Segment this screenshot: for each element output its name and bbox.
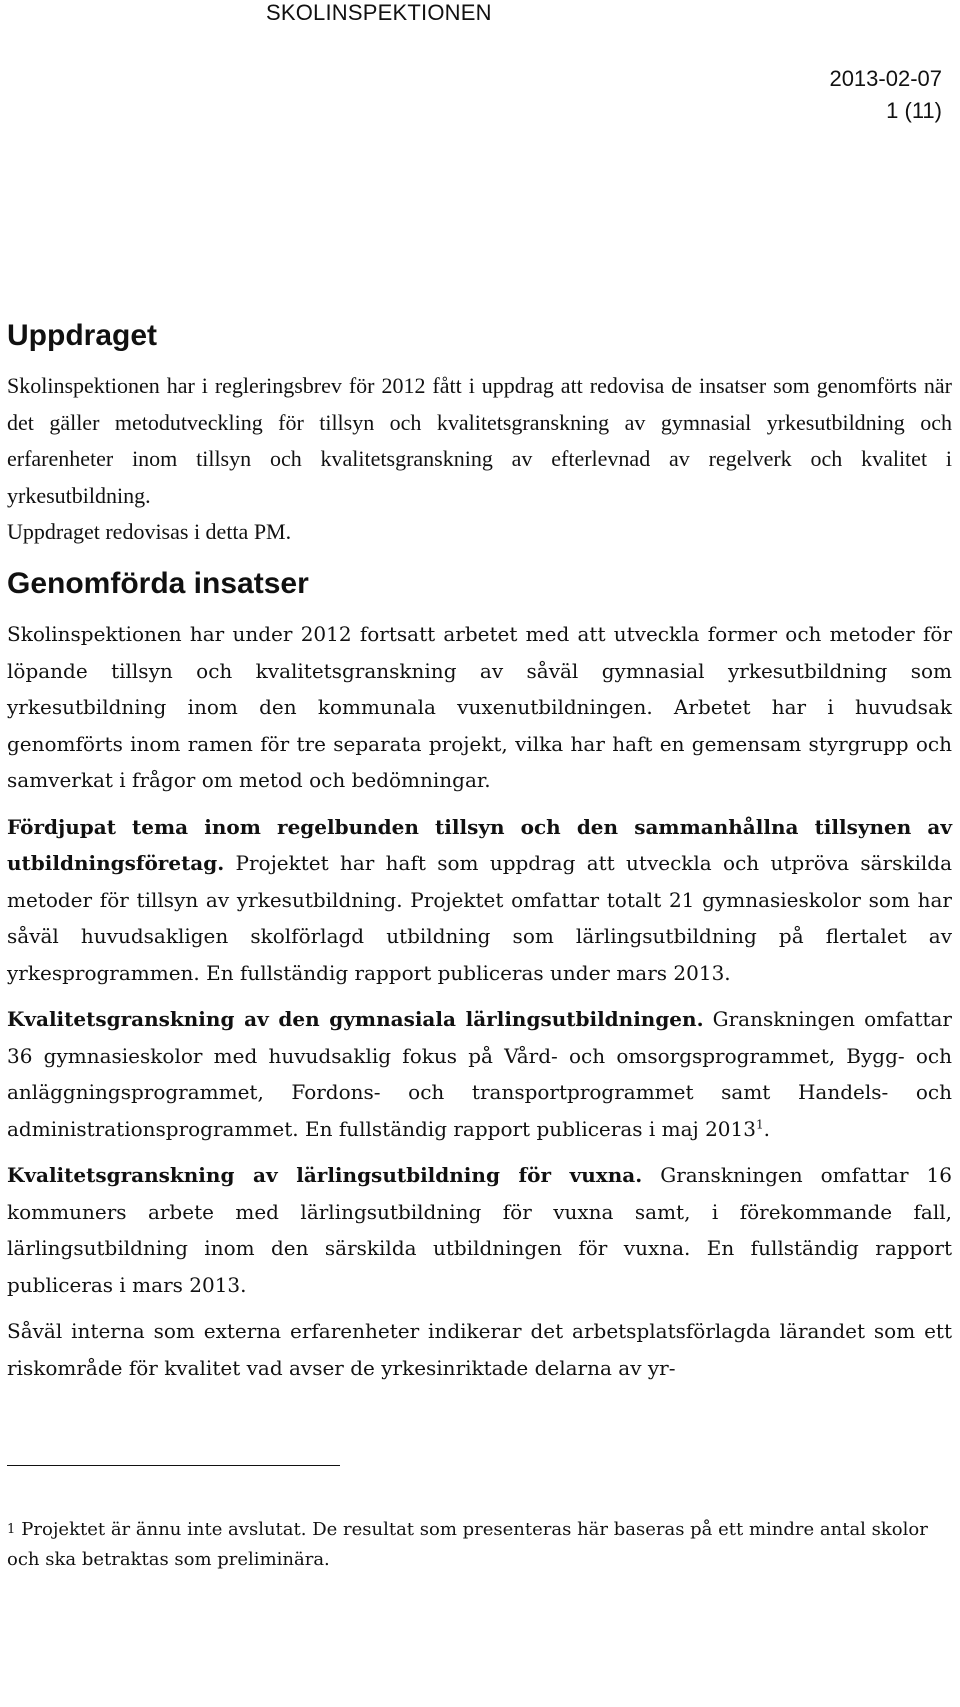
section-genomforda-insatser [7, 566, 952, 1386]
agency-name: SKOLINSPEKTIONEN [266, 0, 492, 25]
footnote-reference: 1 [755, 1116, 764, 1131]
project-2-text-end: . [763, 1116, 770, 1141]
project-3-title: Kvalitetsgranskning av lärlingsutbildning för vuxna. [7, 1163, 643, 1187]
section-heading-genomforda: Genomförda insatser [7, 567, 309, 600]
paragraph-uppdraget: Skolinspektionen har i regleringsbrev för 2012 fått i uppdrag att redovisa de insatser som genomförts när det gäller metodutveckling för tillsyn och kvalitetsgranskning av gymnasial yrkesutbildning och erfarenheter inom tillsyn och kvalitetsgranskning av efterlevnad av regelverk och kvalitet i yrkesutbildning. [7, 373, 952, 508]
paragraph-intro: Skolinspektionen har under 2012 fortsatt arbetet med att utveckla former och metoder för löpande tillsyn och kvalitetsgranskning av såväl gymnasial yrkesutbildning som yrkesutbildning inom den kommunala vuxenutbildningen. Arbetet har i huvudsak genomförts inom ramen för tre separata projekt, vilka har haft en gemensam styrgrupp och samverkat i frågor om metod och bedömningar. [7, 622, 952, 792]
project-3-text: Granskningen omfattar 16 kommuners arbete med lärlingsutbildning för vuxna samt, i förekommande fall, lärlingsutbildning inom den särskilda utbildningen för vuxna. En fullständig rapport publiceras i mars 2013. [7, 1163, 952, 1297]
document-date: 2013-02-07 [829, 66, 942, 91]
paragraph-uppdraget-2: Uppdraget redovisas i detta PM. [7, 519, 292, 544]
page-number: 1 (11) [886, 98, 942, 123]
project-2-title: Kvalitetsgranskning av den gymnasiala lärlingsutbildningen. [7, 1007, 704, 1031]
project-1-title: Fördjupat tema inom regelbunden tillsyn och den sammanhållna tillsynen av utbildningsföretag. [7, 814, 952, 875]
project-1-text: Projektet har haft som uppdrag att utveckla och utpröva särskilda metoder för tillsyn av yrkesutbildning. Projektet omfattar totalt 21 gymnasieskolor som har såväl huvudsakligen skolförlagd utbildning som lärlingsutbildning på flertalet av yrkesprogrammen. En fullständig rapport publiceras under mars 2013. [7, 851, 952, 985]
footnote [7, 1515, 952, 1575]
paragraph-project-2 [7, 1001, 952, 1147]
section-uppdraget [7, 318, 952, 551]
project-2-text: Granskningen omfattar 36 gymnasieskolor med huvudsaklig fokus på Vård- och omsorgsprogrammet, Bygg- och anläggningsprogrammet, Fordons- och transportprogrammet samt Handels- och administrationsprogrammet. En fullständig rapport publiceras i maj 2013 [7, 1007, 952, 1141]
footnote-divider [7, 1465, 340, 1466]
section-heading-uppdraget: Uppdraget [7, 319, 157, 352]
paragraph-project-1 [7, 809, 952, 992]
paragraph-project-3 [7, 1157, 952, 1303]
footnote-mark: 1 [7, 1522, 16, 1537]
footnote-text: Projektet är ännu inte avslutat. De resultat som presenteras här baseras på ett mindre antal skolor och ska betraktas som preliminära. [7, 1519, 928, 1570]
paragraph-closing: Såväl interna som externa erfarenheter indikerar det arbetsplatsförlagda lärandet som ett riskområde för kvalitet vad avser de yrkesinriktade delarna av yr- [7, 1319, 952, 1380]
